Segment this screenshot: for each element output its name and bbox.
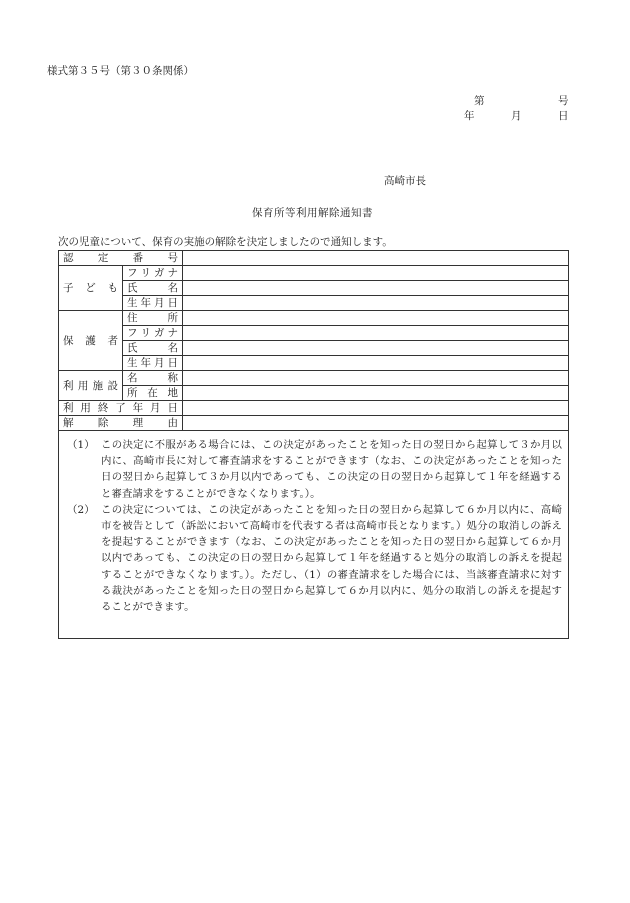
table-row	[59, 341, 569, 356]
table-row	[59, 296, 569, 311]
certification-number-label: 認 定 番 号	[59, 251, 183, 266]
date-year-label: 年	[464, 110, 475, 122]
child-birthdate-label: 生 年 月 日	[123, 296, 183, 311]
notes-cell	[59, 431, 569, 639]
reason-label: 解 除 理 由	[59, 416, 183, 431]
guardian-address-label: 住 所	[123, 311, 183, 326]
table-row	[59, 326, 569, 341]
document-number-suffix: 号	[558, 95, 569, 107]
child-furigana-value	[183, 266, 569, 281]
child-furigana-label: フ リ ガ ナ	[123, 266, 183, 281]
guardian-name-label: 氏 名	[123, 341, 183, 356]
document-title: 保育所等利用解除通知書	[252, 207, 373, 219]
document-number-prefix: 第	[474, 95, 485, 107]
facility-name-label: 名 称	[123, 371, 183, 386]
form-number: 様式第３５号（第３０条関係）	[47, 65, 194, 77]
facility-location-value	[183, 386, 569, 401]
note-item	[65, 437, 562, 502]
table-row	[59, 311, 569, 326]
child-name-label: 氏 名	[123, 281, 183, 296]
table-row	[59, 371, 569, 386]
date-day-label: 日	[558, 110, 569, 122]
guardian-group-label: 保 護 者	[59, 311, 123, 371]
note-number: （2）	[67, 503, 95, 516]
facility-name-value	[183, 371, 569, 386]
guardian-furigana-value	[183, 326, 569, 341]
table-row	[59, 281, 569, 296]
end-date-label: 利 用 終 了 年 月 日	[59, 401, 183, 416]
guardian-address-value	[183, 311, 569, 326]
table-row	[59, 251, 569, 266]
sender-name: 高崎市長	[384, 175, 426, 187]
note-item	[65, 502, 562, 615]
child-group-label: 子 ど も	[59, 266, 123, 311]
note-number: （1）	[67, 439, 95, 451]
child-birthdate-value	[183, 296, 569, 311]
table-row	[59, 416, 569, 431]
notice-form-table	[58, 250, 569, 639]
end-date-value	[183, 401, 569, 416]
table-row	[59, 266, 569, 281]
date-month-label: 月	[511, 110, 522, 122]
certification-number-value	[183, 251, 569, 266]
facility-location-label: 所 在 地	[123, 386, 183, 401]
table-row	[59, 356, 569, 371]
table-row	[59, 386, 569, 401]
table-row	[59, 431, 569, 639]
child-name-value	[183, 281, 569, 296]
guardian-birthdate-label: 生 年 月 日	[123, 356, 183, 371]
facility-group-label: 利 用 施 設	[59, 371, 123, 401]
reason-value	[183, 416, 569, 431]
guardian-furigana-label: フ リ ガ ナ	[123, 326, 183, 341]
guardian-name-value	[183, 341, 569, 356]
guardian-birthdate-value	[183, 356, 569, 371]
table-row	[59, 401, 569, 416]
intro-text: 次の児童について、保育の実施の解除を決定しましたので通知します。	[58, 236, 393, 248]
note-text: この決定に不服がある場合には、この決定があったことを知った日の翌日から起算して３か月以内に、高崎市長に対して審査請求をすることができます（なお、この決定があったことを知った日の翌日から起算して３か月以内であっても、この決定の日の翌日から起算して１年を経過すると審査請求をすることができなくなります。）。	[101, 439, 562, 500]
note-text: この決定については、この決定があったことを知った日の翌日から起算して６か月以内に、高崎市を被告として（訴訟において高崎市を代表する者は高崎市長となります。）処分の取消しの訴えを提起することができます（なお、この決定があったことを知った日の翌日から起算して６か月以内であっても、この決定の日の翌日から起算して１年を経過すると処分の取消しの訴えを提起することができなくなります。）。ただし、（1）の審査請求をした場合には、当該審査請求に対する裁決があったことを知った日の翌日から起算して６か月以内に、処分の取消しの訴えを提起することができます。	[101, 503, 562, 614]
